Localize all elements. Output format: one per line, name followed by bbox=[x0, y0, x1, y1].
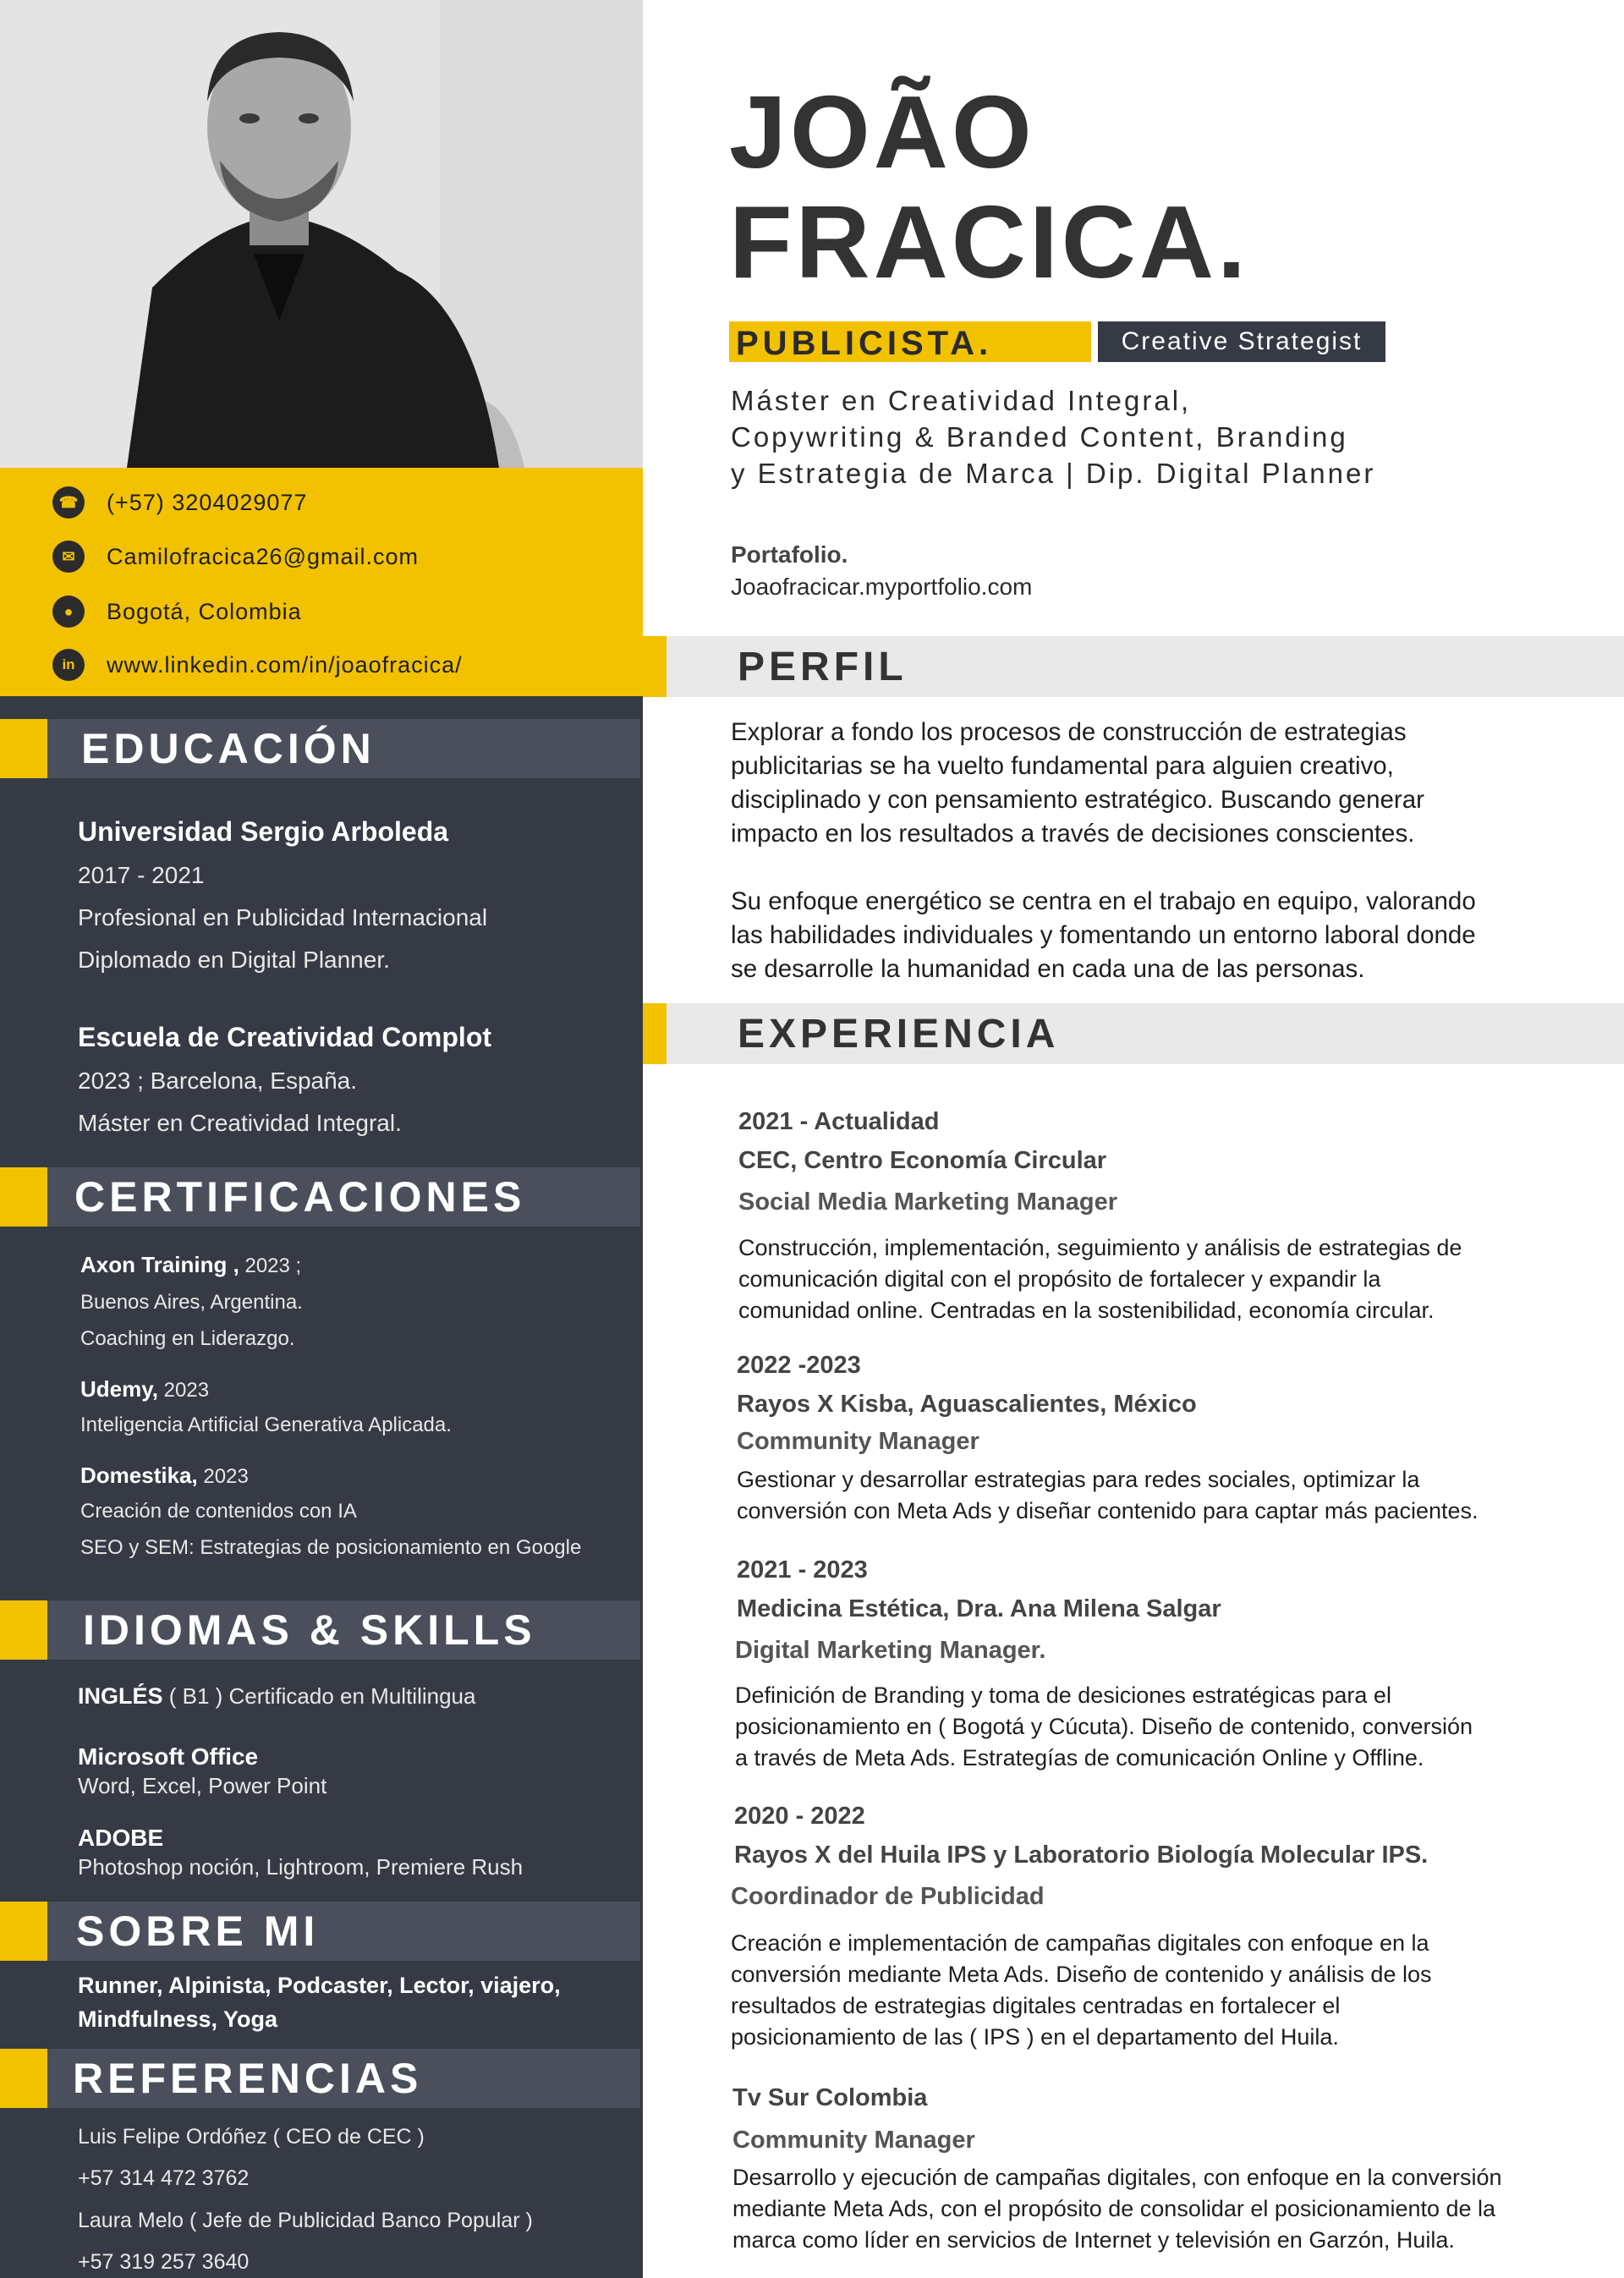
skills-title: IDIOMAS & SKILLS bbox=[83, 1606, 536, 1654]
experience-years: 2022 -2023 bbox=[737, 1352, 861, 1379]
job-title: PUBLICISTA. bbox=[736, 325, 993, 362]
education-line: Máster en Creatividad Integral. bbox=[78, 1110, 402, 1136]
skill-name: ADOBE bbox=[78, 1825, 164, 1851]
header-accent bbox=[0, 719, 47, 778]
degree-line: y Estrategia de Marca | Dip. Digital Planner bbox=[731, 458, 1376, 489]
experience-header bbox=[643, 1003, 1624, 1064]
references-header bbox=[0, 2049, 640, 2108]
experience-desc-line: resultados de estrategias digitales centradas en fortalecer el bbox=[731, 1993, 1341, 2018]
about-line: Mindfulness, Yoga bbox=[78, 2006, 278, 2032]
first-name: JOÃO bbox=[729, 74, 1035, 189]
experience-company: Medicina Estética, Dra. Ana Milena Salgar bbox=[737, 1595, 1221, 1622]
experience-company: Rayos X Kisba, Aguascalientes, México bbox=[737, 1391, 1197, 1418]
cert-line: Buenos Aires, Argentina. bbox=[80, 1291, 303, 1314]
reference-phone: +57 319 257 3640 bbox=[78, 2250, 250, 2274]
profile-title: PERFIL bbox=[738, 645, 908, 689]
experience-desc-line: posicionamiento de las ( IPS ) en el departamento del Huila. bbox=[731, 2024, 1339, 2050]
experience-role: Community Manager bbox=[732, 2127, 975, 2154]
experience-desc-line: conversión con Meta Ads y diseñar contenido para captar más pacientes. bbox=[737, 1498, 1479, 1523]
header-accent bbox=[0, 1902, 47, 1961]
profile-line: Su enfoque energético se centra en el trabajo en equipo, valorando bbox=[731, 887, 1476, 915]
experience-company: CEC, Centro Economía Circular bbox=[738, 1147, 1107, 1174]
skill-detail: Photoshop noción, Lightroom, Premiere Rush bbox=[78, 1854, 524, 1880]
experience-company: Tv Sur Colombia bbox=[732, 2084, 928, 2111]
experience-desc-line: Desarrollo y ejecución de campañas digitales, con enfoque en la conversión bbox=[732, 2165, 1502, 2190]
header-accent bbox=[0, 1600, 47, 1660]
linkedin-text[interactable]: www.linkedin.com/in/joaofracica/ bbox=[107, 651, 463, 678]
education-line: 2023 ; Barcelona, España. bbox=[78, 1068, 358, 1094]
experience-role: Community Manager bbox=[737, 1428, 979, 1455]
cert-line: Inteligencia Artificial Generativa Aplicada. bbox=[80, 1413, 452, 1436]
cert-line: Coaching en Liderazgo. bbox=[80, 1327, 295, 1350]
experience-desc-line: Definición de Branding y toma de desiciones estratégicas para el bbox=[735, 1682, 1391, 1708]
header-accent bbox=[643, 636, 667, 697]
phone-text: (+57) 3204029077 bbox=[107, 489, 308, 515]
references-title: REFERENCIAS bbox=[73, 2055, 423, 2102]
about-line: Runner, Alpinista, Podcaster, Lector, viajero, bbox=[78, 1973, 561, 1998]
reference-name: Laura Melo ( Jefe de Publicidad Banco Popular ) bbox=[78, 2209, 533, 2232]
location-pin-icon: ● bbox=[52, 596, 85, 628]
header-accent bbox=[0, 2049, 47, 2108]
profile-line: Explorar a fondo los procesos de construcción de estrategias bbox=[731, 718, 1407, 746]
cert-name: Axon Training , bbox=[80, 1252, 239, 1277]
left-column bbox=[0, 0, 643, 2278]
skills-header bbox=[0, 1600, 640, 1660]
experience-title: EXPERIENCIA bbox=[738, 1012, 1060, 1057]
experience-desc-line: a través de Meta Ads. Estrategías de comunicación Online y Offline. bbox=[735, 1745, 1424, 1770]
cert-item-title bbox=[80, 1376, 209, 1402]
language-name: INGLÉS bbox=[78, 1683, 163, 1709]
experience-desc-line: posicionamiento en ( Bogotá y Cúcuta). Diseño de contenido, conversión bbox=[735, 1714, 1473, 1739]
header-accent bbox=[643, 1003, 667, 1064]
experience-company: Rayos X del Huila IPS y Laboratorio Biología Molecular IPS. bbox=[734, 1842, 1429, 1869]
experience-desc-line: conversión mediante Meta Ads. Diseño de contenido y análisis de los bbox=[731, 1962, 1432, 1987]
contact-email bbox=[52, 540, 419, 574]
cert-year: 2023 bbox=[197, 1465, 249, 1488]
about-title: SOBRE MI bbox=[76, 1907, 320, 1955]
experience-desc-line: marca como líder en servicios de Internet y televisión en Garzón, Huila. bbox=[732, 2227, 1455, 2253]
experience-years: 2020 - 2022 bbox=[734, 1803, 865, 1830]
education-line: 2017 - 2021 bbox=[78, 862, 205, 888]
mail-icon: ✉ bbox=[52, 541, 85, 573]
location-text: Bogotá, Colombia bbox=[107, 598, 302, 624]
cert-line: Creación de contenidos con IA bbox=[80, 1500, 357, 1523]
linkedin-icon: in bbox=[52, 649, 85, 681]
experience-role: Social Media Marketing Manager bbox=[738, 1188, 1118, 1216]
profile-line: las habilidades individuales y fomentando un entorno laboral donde bbox=[731, 921, 1476, 949]
language-line bbox=[78, 1683, 475, 1710]
experience-desc-line: Gestionar y desarrollar estrategias para redes sociales, optimizar la bbox=[737, 1467, 1420, 1492]
experience-desc-line: comunicación digital con el propósito de fortalecer y expandir la bbox=[738, 1266, 1381, 1292]
profile-line: disciplinado y con pensamiento estratégico. Buscando generar bbox=[731, 786, 1424, 814]
experience-years: 2021 - Actualidad bbox=[738, 1108, 940, 1135]
about-header bbox=[0, 1902, 640, 1961]
profile-header bbox=[643, 636, 1624, 697]
portfolio-link[interactable]: Joaofracicar.myportfolio.com bbox=[731, 574, 1033, 600]
header-accent bbox=[0, 1167, 47, 1227]
language-detail: ( B1 ) Certificado en Multilingua bbox=[162, 1683, 476, 1709]
skill-name: Microsoft Office bbox=[78, 1743, 259, 1770]
phone-icon: ☎ bbox=[52, 486, 85, 519]
contact-panel bbox=[0, 468, 643, 696]
profile-photo bbox=[0, 0, 643, 468]
cert-item-title bbox=[80, 1252, 301, 1278]
profile-line: publicitarias se ha vuelto fundamental para alguien creativo, bbox=[731, 752, 1394, 780]
experience-desc-line: Creación e implementación de campañas digitales con enfoque en la bbox=[731, 1930, 1429, 1956]
certifications-header bbox=[0, 1167, 640, 1227]
cert-name: Udemy, bbox=[80, 1376, 158, 1402]
profile-line: impacto en los resultados a través de decisiones conscientes. bbox=[731, 820, 1415, 848]
contact-phone bbox=[52, 486, 307, 519]
contact-location bbox=[52, 595, 302, 629]
reference-phone: +57 314 472 3762 bbox=[78, 2166, 250, 2190]
education-school: Escuela de Creatividad Complot bbox=[78, 1022, 492, 1052]
experience-desc-line: mediante Meta Ads, con el propósito de consolidar el posicionamiento de la bbox=[732, 2196, 1496, 2221]
experience-role: Coordinador de Publicidad bbox=[731, 1883, 1045, 1910]
education-line: Diplomado en Digital Planner. bbox=[78, 947, 390, 973]
cert-item-title bbox=[80, 1463, 249, 1489]
cert-line: SEO y SEM: Estrategias de posicionamiento en Google bbox=[80, 1536, 582, 1559]
cert-year: 2023 ; bbox=[239, 1254, 302, 1277]
last-name: FRACICA. bbox=[729, 184, 1249, 299]
subtitle-badge: Creative Strategist bbox=[1098, 321, 1385, 362]
contact-linkedin bbox=[52, 648, 463, 682]
cert-name: Domestika, bbox=[80, 1463, 198, 1488]
education-school: Universidad Sergio Arboleda bbox=[78, 816, 449, 847]
email-text[interactable]: Camilofracica26@gmail.com bbox=[107, 543, 420, 569]
education-line: Profesional en Publicidad Internacional bbox=[78, 904, 488, 930]
experience-years: 2021 - 2023 bbox=[737, 1556, 868, 1584]
experience-desc-line: Construcción, implementación, seguimiento y análisis de estrategias de bbox=[738, 1235, 1462, 1260]
cert-year: 2023 bbox=[158, 1379, 210, 1402]
profile-line: se desarrolle la humanidad en cada una de las personas. bbox=[731, 955, 1365, 983]
reference-name: Luis Felipe Ordóñez ( CEO de CEC ) bbox=[78, 2125, 425, 2149]
education-header bbox=[0, 719, 640, 778]
experience-desc-line: comunidad online. Centradas en la sostenibilidad, economía circular. bbox=[738, 1298, 1435, 1323]
certifications-title: CERTIFICACIONES bbox=[74, 1173, 526, 1221]
degree-line: Máster en Creatividad Integral, bbox=[731, 385, 1192, 416]
degree-line: Copywriting & Branded Content, Branding bbox=[731, 421, 1348, 453]
experience-role: Digital Marketing Manager. bbox=[735, 1637, 1046, 1664]
portfolio-label: Portafolio. bbox=[731, 541, 848, 568]
education-title: EDUCACIÓN bbox=[81, 725, 376, 772]
skill-detail: Word, Excel, Power Point bbox=[78, 1773, 327, 1798]
